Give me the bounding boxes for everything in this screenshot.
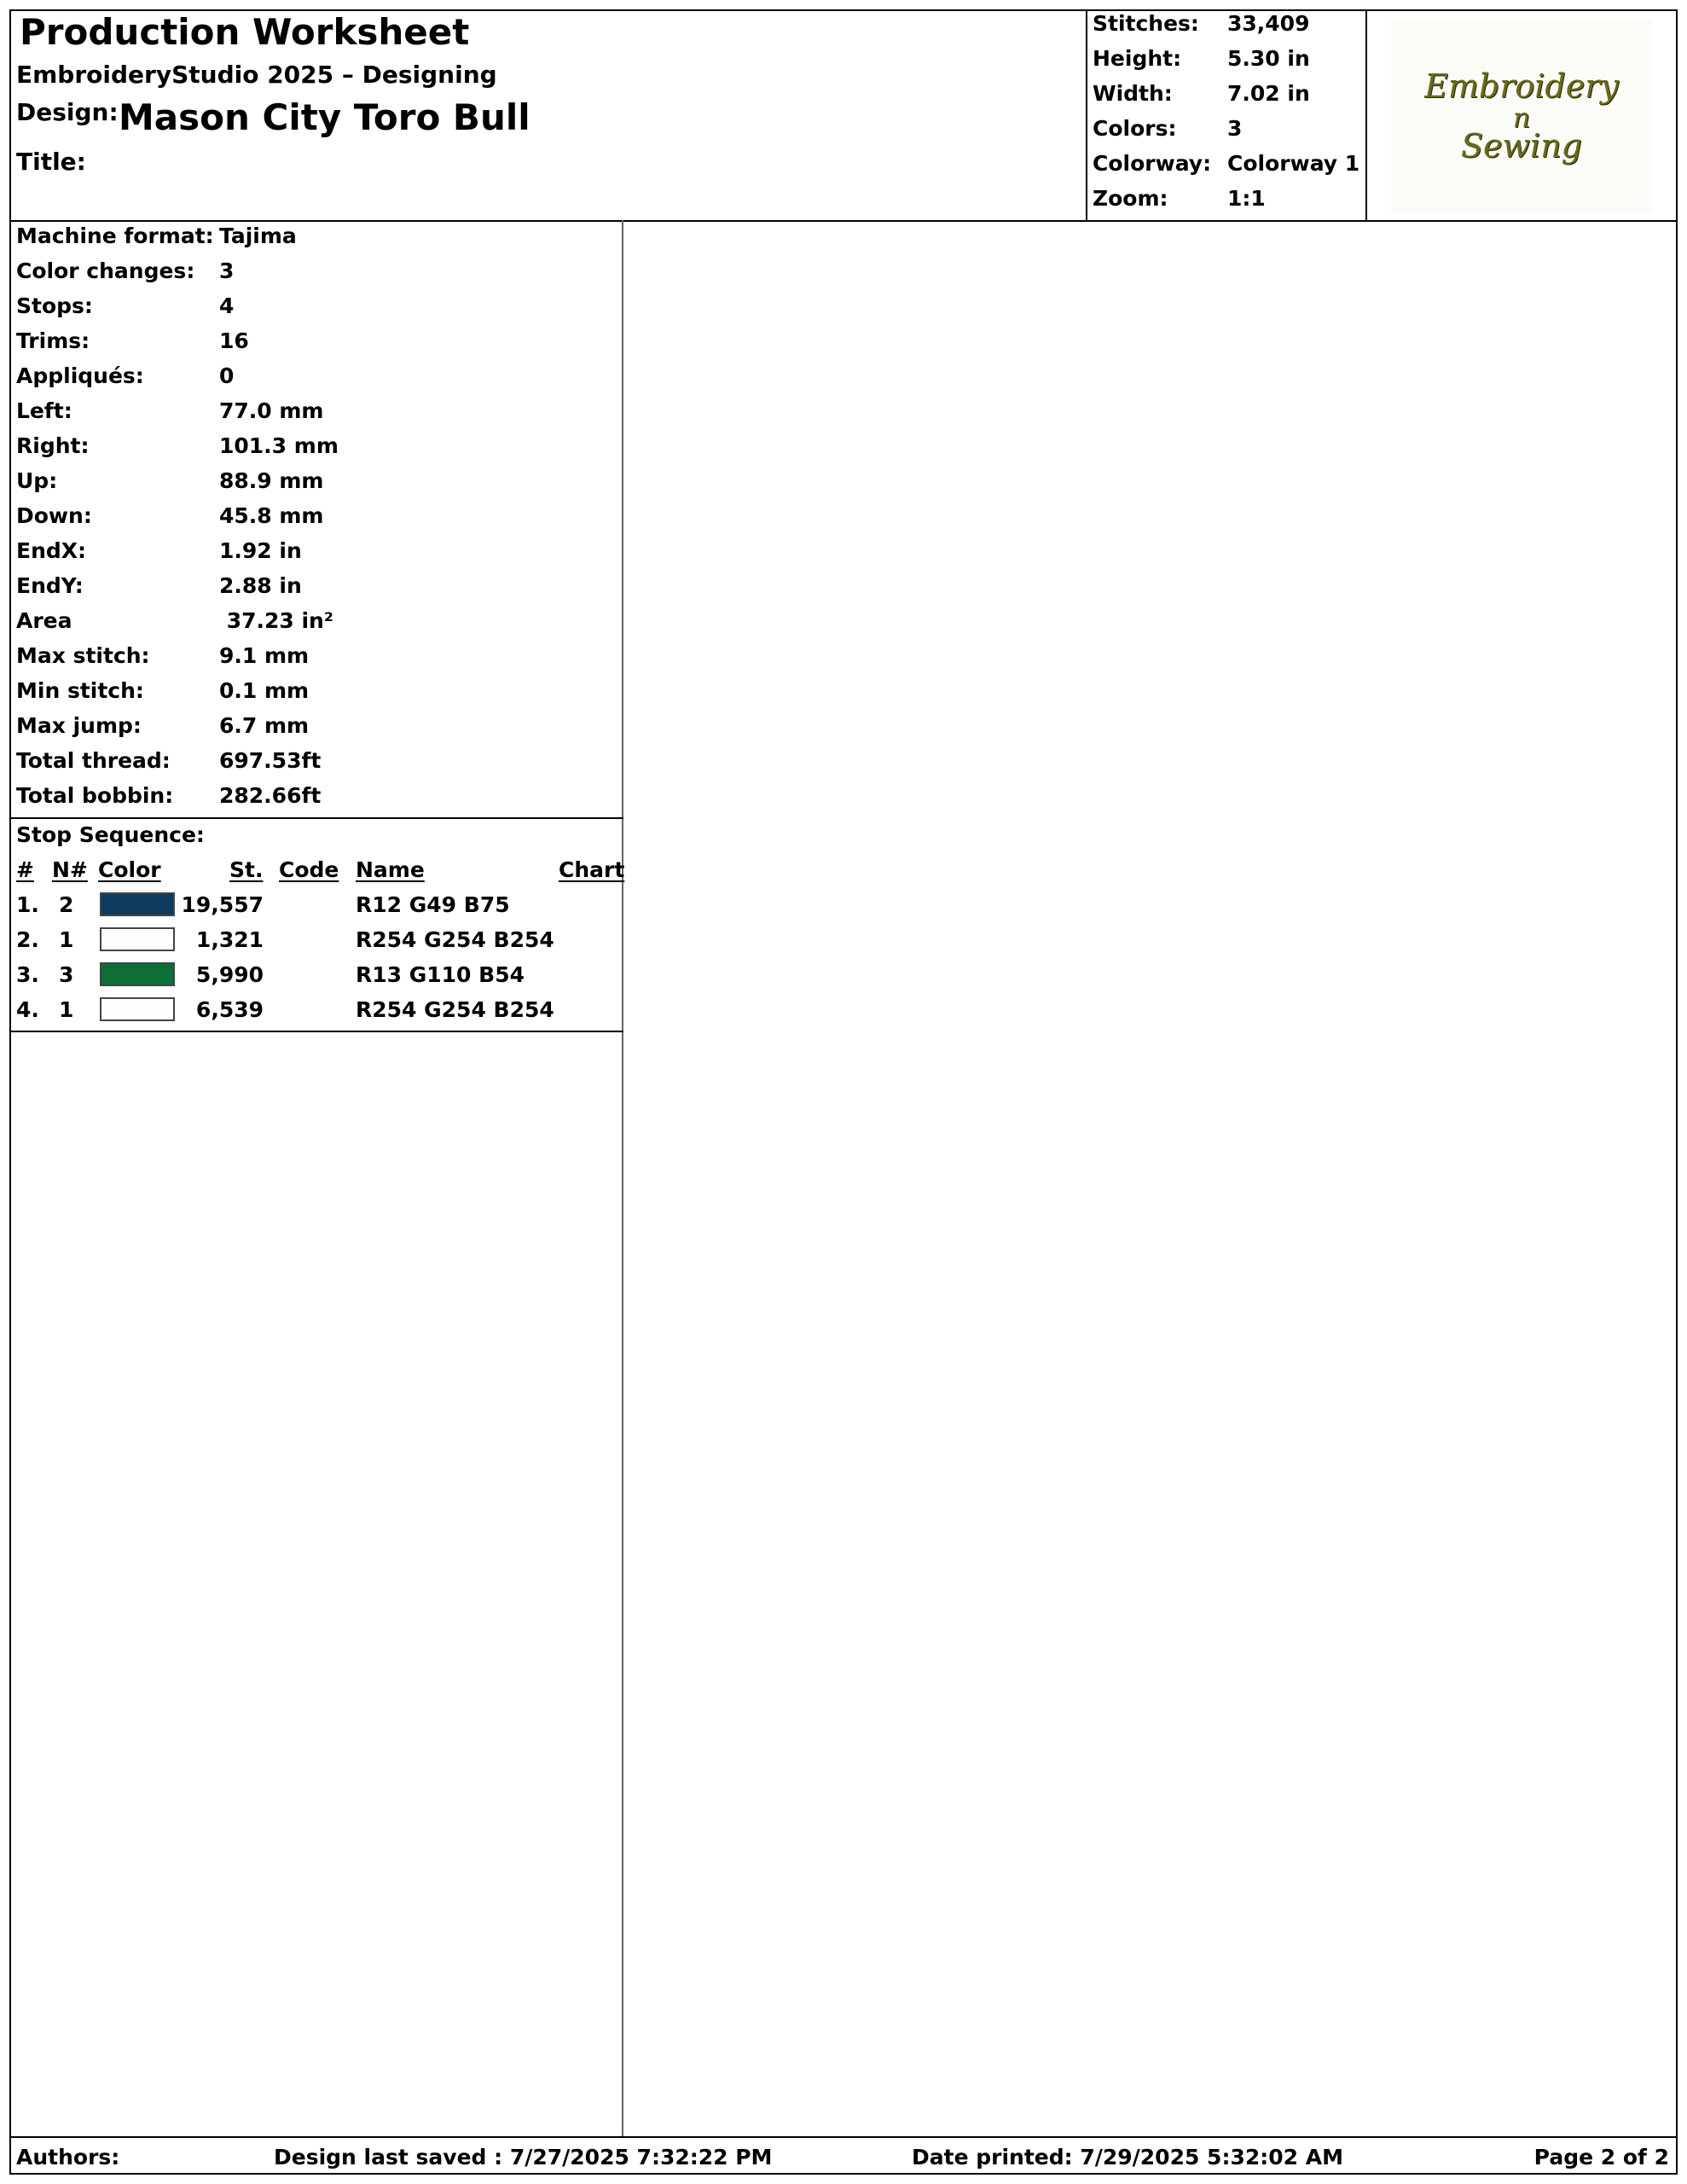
design-name: Mason City Toro Bull <box>119 96 530 138</box>
detail-row <box>16 678 613 713</box>
row-name: R13 G110 B54 <box>356 962 525 987</box>
color-swatch <box>100 962 175 986</box>
detail-label: Down: <box>16 503 92 528</box>
detail-label: Color changes: <box>16 258 195 283</box>
logo-line-1: Embroidery <box>1424 67 1619 105</box>
detail-value: Tajima <box>219 224 297 248</box>
color-swatch <box>100 927 175 951</box>
detail-value: 1.92 in <box>219 538 302 563</box>
detail-row <box>16 468 613 503</box>
stop-sequence-heading: Stop Sequence: <box>16 822 205 847</box>
detail-row <box>16 398 613 433</box>
table-row <box>16 927 618 962</box>
col-header-st: St. <box>229 857 264 882</box>
footer-last-saved: Design last saved : 7/27/2025 7:32:22 PM <box>274 2145 773 2169</box>
detail-value: 9.1 mm <box>219 643 310 668</box>
table-row <box>16 962 618 997</box>
stop-sequence-panel <box>9 819 623 1032</box>
detail-value: 0.1 mm <box>219 678 310 703</box>
row-num: 4. <box>16 997 39 1022</box>
details-panel <box>9 222 623 819</box>
row-stitches: 6,539 <box>195 997 264 1022</box>
detail-row <box>16 258 613 293</box>
summary-row-height <box>1093 46 1365 81</box>
color-swatch <box>100 892 175 916</box>
row-stitches: 5,990 <box>195 962 264 987</box>
footer-date-printed: Date printed: 7/29/2025 5:32:02 AM <box>912 2145 1343 2169</box>
row-nnum: 1 <box>59 997 74 1022</box>
detail-label: EndY: <box>16 573 84 598</box>
col-header-chart: Chart <box>559 857 625 882</box>
detail-value: 77.0 mm <box>219 398 324 423</box>
footer <box>9 2136 1678 2175</box>
col-header-color: Color <box>98 857 161 882</box>
detail-value: 16 <box>219 328 249 353</box>
table-row <box>16 892 618 927</box>
summary-value: 5.30 in <box>1227 46 1310 71</box>
detail-label: Up: <box>16 468 58 493</box>
detail-row <box>16 363 613 398</box>
detail-value: 45.8 mm <box>219 503 324 528</box>
row-nnum: 1 <box>59 927 74 952</box>
detail-row <box>16 713 613 748</box>
detail-label: Machine format: <box>16 224 214 248</box>
detail-label: Stops: <box>16 293 93 318</box>
detail-value: 37.23 in² <box>219 608 333 633</box>
detail-label: Right: <box>16 433 90 458</box>
detail-value: 282.66ft <box>219 783 322 808</box>
detail-label: Max stitch: <box>16 643 150 668</box>
summary-label: Stitches: <box>1093 11 1199 36</box>
header <box>9 9 1087 222</box>
color-swatch <box>100 997 175 1021</box>
summary-value: 1:1 <box>1227 186 1266 211</box>
detail-label: Min stitch: <box>16 678 144 703</box>
detail-value: 4 <box>219 293 235 318</box>
summary-label: Height: <box>1093 46 1182 71</box>
detail-value: 2.88 in <box>219 573 302 598</box>
detail-row <box>16 643 613 678</box>
logo <box>1391 20 1652 212</box>
summary-value: 3 <box>1227 116 1243 141</box>
row-stitches: 1,321 <box>195 927 264 952</box>
row-stitches: 19,557 <box>181 892 264 917</box>
col-header-nnum: N# <box>52 857 88 882</box>
detail-row <box>16 608 613 643</box>
detail-row <box>16 224 613 258</box>
table-row <box>16 997 618 1032</box>
detail-label: Left: <box>16 398 72 423</box>
stop-sequence-table <box>16 822 625 1027</box>
row-nnum: 2 <box>59 892 74 917</box>
detail-label: Total bobbin: <box>16 783 174 808</box>
design-preview-area <box>623 222 1676 2136</box>
summary-row-width <box>1093 81 1365 116</box>
summary-label: Colorway: <box>1093 151 1212 176</box>
detail-row <box>16 748 613 783</box>
summary-value: Colorway 1 <box>1227 151 1360 176</box>
footer-authors: Authors: <box>16 2145 120 2169</box>
detail-label: Area <box>16 608 72 633</box>
detail-value: 88.9 mm <box>219 468 324 493</box>
row-num: 3. <box>16 962 39 987</box>
detail-value: 3 <box>219 258 235 283</box>
design-label: Design: <box>16 98 119 126</box>
detail-value: 6.7 mm <box>219 713 310 738</box>
page-title: Production Worksheet <box>20 11 470 53</box>
row-num: 1. <box>16 892 39 917</box>
detail-value: 0 <box>219 363 235 388</box>
detail-label: Total thread: <box>16 748 171 773</box>
detail-label: Appliqués: <box>16 363 144 388</box>
summary-value: 7.02 in <box>1227 81 1310 106</box>
summary-label: Colors: <box>1093 116 1177 141</box>
logo-box <box>1365 9 1678 222</box>
summary-value: 33,409 <box>1227 11 1310 36</box>
row-name: R254 G254 B254 <box>356 927 554 952</box>
detail-value: 697.53ft <box>219 748 322 773</box>
summary-row-stitches <box>1093 11 1365 46</box>
summary-label: Width: <box>1093 81 1173 106</box>
detail-row <box>16 328 613 363</box>
logo-line-2: n <box>1512 102 1531 134</box>
detail-value: 101.3 mm <box>219 433 339 458</box>
detail-row <box>16 503 613 538</box>
stop-sequence-header-row <box>16 857 625 888</box>
summary-row-colors <box>1093 116 1365 151</box>
detail-row <box>16 573 613 608</box>
summary-row-colorway <box>1093 151 1365 186</box>
row-name: R254 G254 B254 <box>356 997 554 1022</box>
col-header-code: Code <box>279 857 339 882</box>
detail-label: EndX: <box>16 538 87 563</box>
detail-row <box>16 293 613 328</box>
row-num: 2. <box>16 927 39 952</box>
col-header-name: Name <box>356 857 425 882</box>
software-subtitle: EmbroideryStudio 2025 – Designing <box>16 61 497 89</box>
row-nnum: 3 <box>59 962 74 987</box>
detail-label: Trims: <box>16 328 90 353</box>
footer-page-number: Page 2 of 2 <box>1533 2145 1669 2169</box>
summary-label: Zoom: <box>1093 186 1168 211</box>
summary-box <box>1086 9 1367 222</box>
col-header-num: # <box>16 857 34 882</box>
detail-label: Max jump: <box>16 713 142 738</box>
row-name: R12 G49 B75 <box>356 892 510 917</box>
summary-row-zoom <box>1093 186 1365 221</box>
detail-row <box>16 783 613 818</box>
detail-row <box>16 538 613 573</box>
title-label: Title: <box>16 148 86 176</box>
logo-line-3: Sewing <box>1461 127 1582 165</box>
detail-row <box>16 433 613 468</box>
